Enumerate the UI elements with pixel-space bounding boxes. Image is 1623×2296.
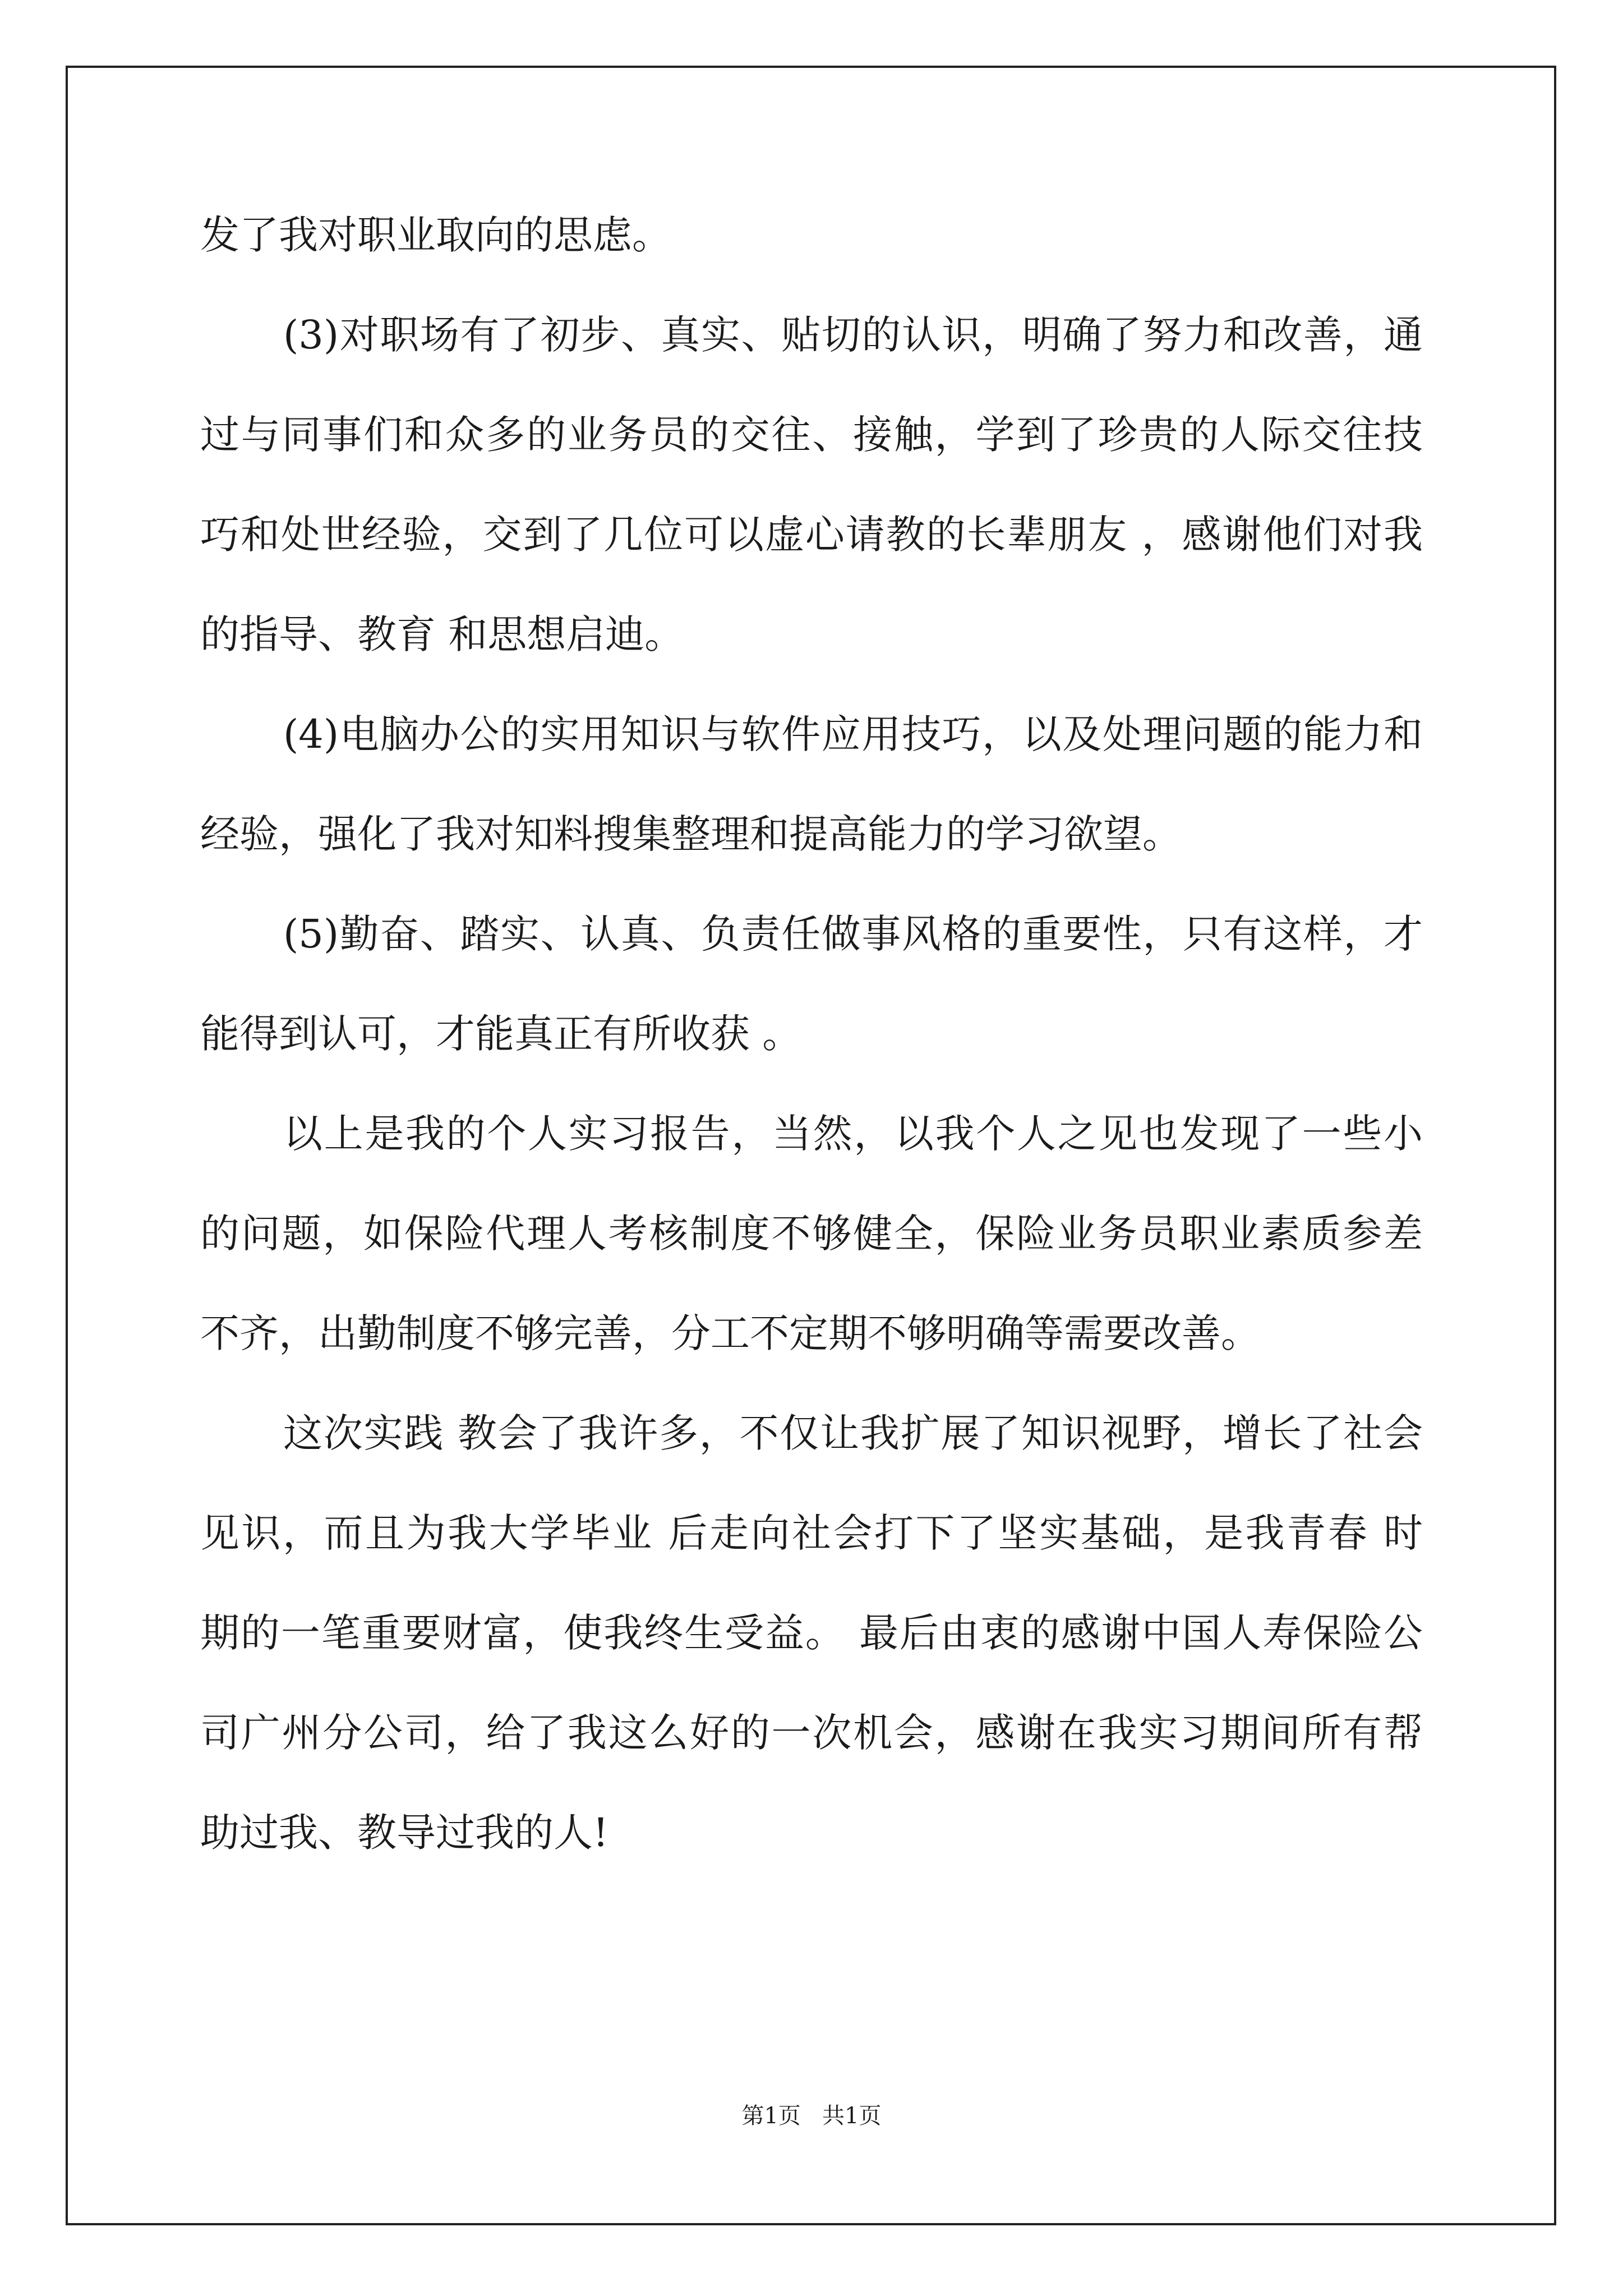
paragraph [200, 884, 1423, 1084]
text-line: 不齐，出勤制度不够完善，分工不定期不够明确等需要改善。 [200, 1310, 1260, 1356]
text-line: (3)对职场有了初步、真实、贴切的认识，明确了努力和改善，通 [283, 312, 1423, 358]
text-line: 以上是我的个人实习报告，当然，以我个人之见也发现了一些小 [283, 1111, 1423, 1157]
text-line: 的指导、教育 和思想启迪。 [200, 611, 684, 657]
paragraph [200, 185, 1423, 285]
text-line: 见识，而且为我大学毕业 后走向社会打下了坚实基础，是我青春 时 [200, 1510, 1423, 1556]
paragraph [200, 1084, 1423, 1383]
text-line: 这次实践 教会了我许多，不仅让我扩展了知识视野，增长了社会 [283, 1410, 1423, 1456]
text-line: 巧和处世经验，交到了几位可以虚心请教的长辈朋友 ，感谢他们对我 [200, 512, 1423, 558]
text-line: 能得到认可，才能真正有所收获 。 [200, 1011, 802, 1057]
page-number-footer: 第1页 共1页 [741, 2103, 882, 2129]
text-line: 司广州分公司，给了我这么好的一次机会，感谢在我实习期间所有帮 [200, 1710, 1423, 1756]
paragraph [200, 684, 1423, 884]
text-line: (5)勤奋、踏实、认真、负责任做事风格的重要性，只有这样，才 [283, 911, 1423, 957]
document-body [200, 185, 1423, 1883]
text-line: 过与同事们和众多的业务员的交往、接触，学到了珍贵的人际交往技 [200, 412, 1423, 458]
text-line: 的问题，如保险代理人考核制度不够健全，保险业务员职业素质参差 [200, 1211, 1423, 1257]
text-line: 助过我、教导过我的人! [200, 1810, 609, 1856]
paragraph [200, 1383, 1423, 1883]
text-line: 经验，强化了我对知料搜集整理和提高能力的学习欲望。 [200, 811, 1182, 857]
text-line: 期的一笔重要财富，使我终生受益。 最后由衷的感谢中国人寿保险公 [200, 1610, 1423, 1656]
paragraph [200, 285, 1423, 684]
text-line: 发了我对职业取向的思虑。 [200, 212, 671, 258]
text-line: (4)电脑办公的实用知识与软件应用技巧，以及处理问题的能力和 [283, 711, 1423, 757]
